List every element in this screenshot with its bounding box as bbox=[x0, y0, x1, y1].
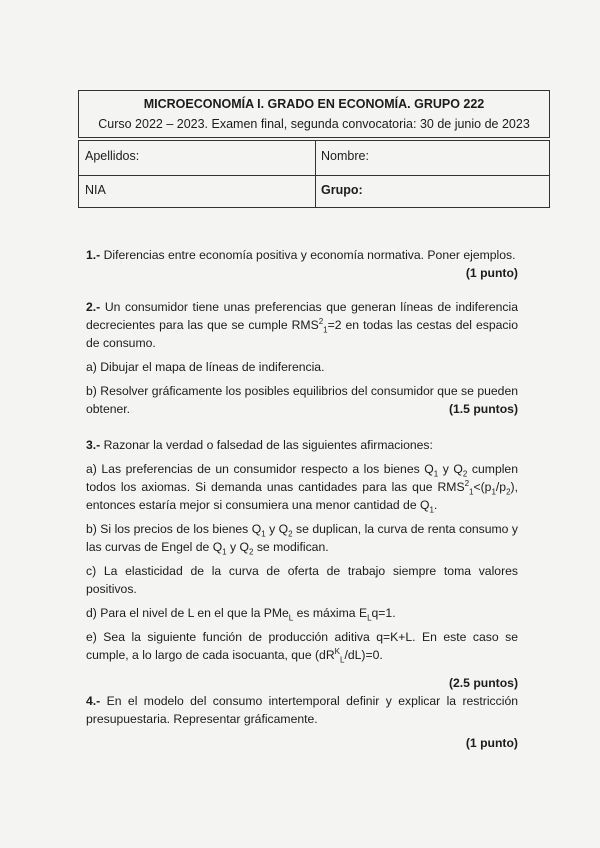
question-part-b: b) Si los precios de los bienes $Q_1$ y $Q_2$ se duplican, la curva de renta consumo y las curvas de Engel de $Q_1$ y $Q_2$ se modifican. bbox=[86, 522, 518, 557]
question-number: 4.- bbox=[86, 694, 101, 708]
question-part-a: a) Dibujar el mapa de líneas de indiferencia. bbox=[86, 360, 325, 374]
table-divider bbox=[315, 141, 316, 207]
identification-row bbox=[79, 141, 549, 176]
question-4 bbox=[86, 692, 518, 752]
question-points: (1.5 puntos) bbox=[448, 402, 518, 416]
question-points: (1 punto) bbox=[465, 736, 518, 750]
identification-row bbox=[79, 175, 549, 209]
nia-label: NIA bbox=[85, 183, 106, 197]
question-part-e: e) Sea la siguiente función de producción aditiva q=K+L. En este caso se cumple, a lo largo de cada isocuanta, que $(dR^K_L/dL)=0$. bbox=[86, 630, 518, 665]
question-part-b: b) Resolver gráficamente los posibles equilibrios del consumidor que se pueden obtener. bbox=[86, 384, 518, 416]
nombre-label: Nombre: bbox=[321, 149, 369, 163]
exam-header-box bbox=[78, 90, 550, 138]
question-text: En el modelo del consumo intertemporal definir y explicar la restricción presupuestaria. Representar gráficamente. bbox=[86, 694, 518, 726]
question-text: Un consumidor tiene unas preferencias que generan líneas de indiferencia decrecientes para las que se cumple RMS bbox=[86, 300, 519, 332]
question-text-cont: =2 en todas las cestas del espacio de consumo. bbox=[86, 318, 518, 350]
question-part-a: a) Las preferencias de un consumidor respecto a los bienes $Q_1$ y $Q_2$ cumplen todos los axiomas. Si demanda unas cantidades para las que $RMS^2_1<(p_1/p_2)$, entonces estaría mejor si consumiera una menor cantidad de $Q_1$. bbox=[86, 462, 518, 515]
subscript: 1 bbox=[323, 325, 328, 335]
exam-title: MICROECONOMÍA I. GRADO EN ECONOMÍA. GRUPO 222 bbox=[143, 97, 485, 111]
question-2 bbox=[86, 298, 518, 418]
superscript: 2 bbox=[318, 316, 324, 326]
student-identification-table bbox=[78, 140, 550, 208]
apellidos-label: Apellidos: bbox=[85, 149, 140, 163]
question-text: Diferencias entre economía positiva y economía normativa. Poner ejemplos. bbox=[103, 248, 516, 262]
question-points: (1 punto) bbox=[465, 266, 518, 280]
question-1 bbox=[86, 246, 518, 282]
question-part-d: d) Para el nivel de L en el que la PMe$_L$ es máxima $E_Lq=1$. bbox=[86, 606, 396, 623]
question-points: (2.5 puntos) bbox=[448, 676, 518, 690]
question-number: 1.- bbox=[86, 248, 101, 262]
question-number: 2.- bbox=[86, 300, 101, 314]
question-3 bbox=[86, 436, 518, 692]
question-number: 3.- bbox=[86, 438, 101, 452]
question-text: Razonar la verdad o falsedad de las siguientes afirmaciones: bbox=[103, 438, 433, 452]
exam-subtitle: Curso 2022 – 2023. Examen final, segunda convocatoria: 30 de junio de 2023 bbox=[98, 117, 530, 131]
grupo-label: Grupo: bbox=[321, 183, 363, 197]
question-part-c: c) La elasticidad de la curva de oferta de trabajo siempre toma valores positivos. bbox=[86, 564, 518, 596]
